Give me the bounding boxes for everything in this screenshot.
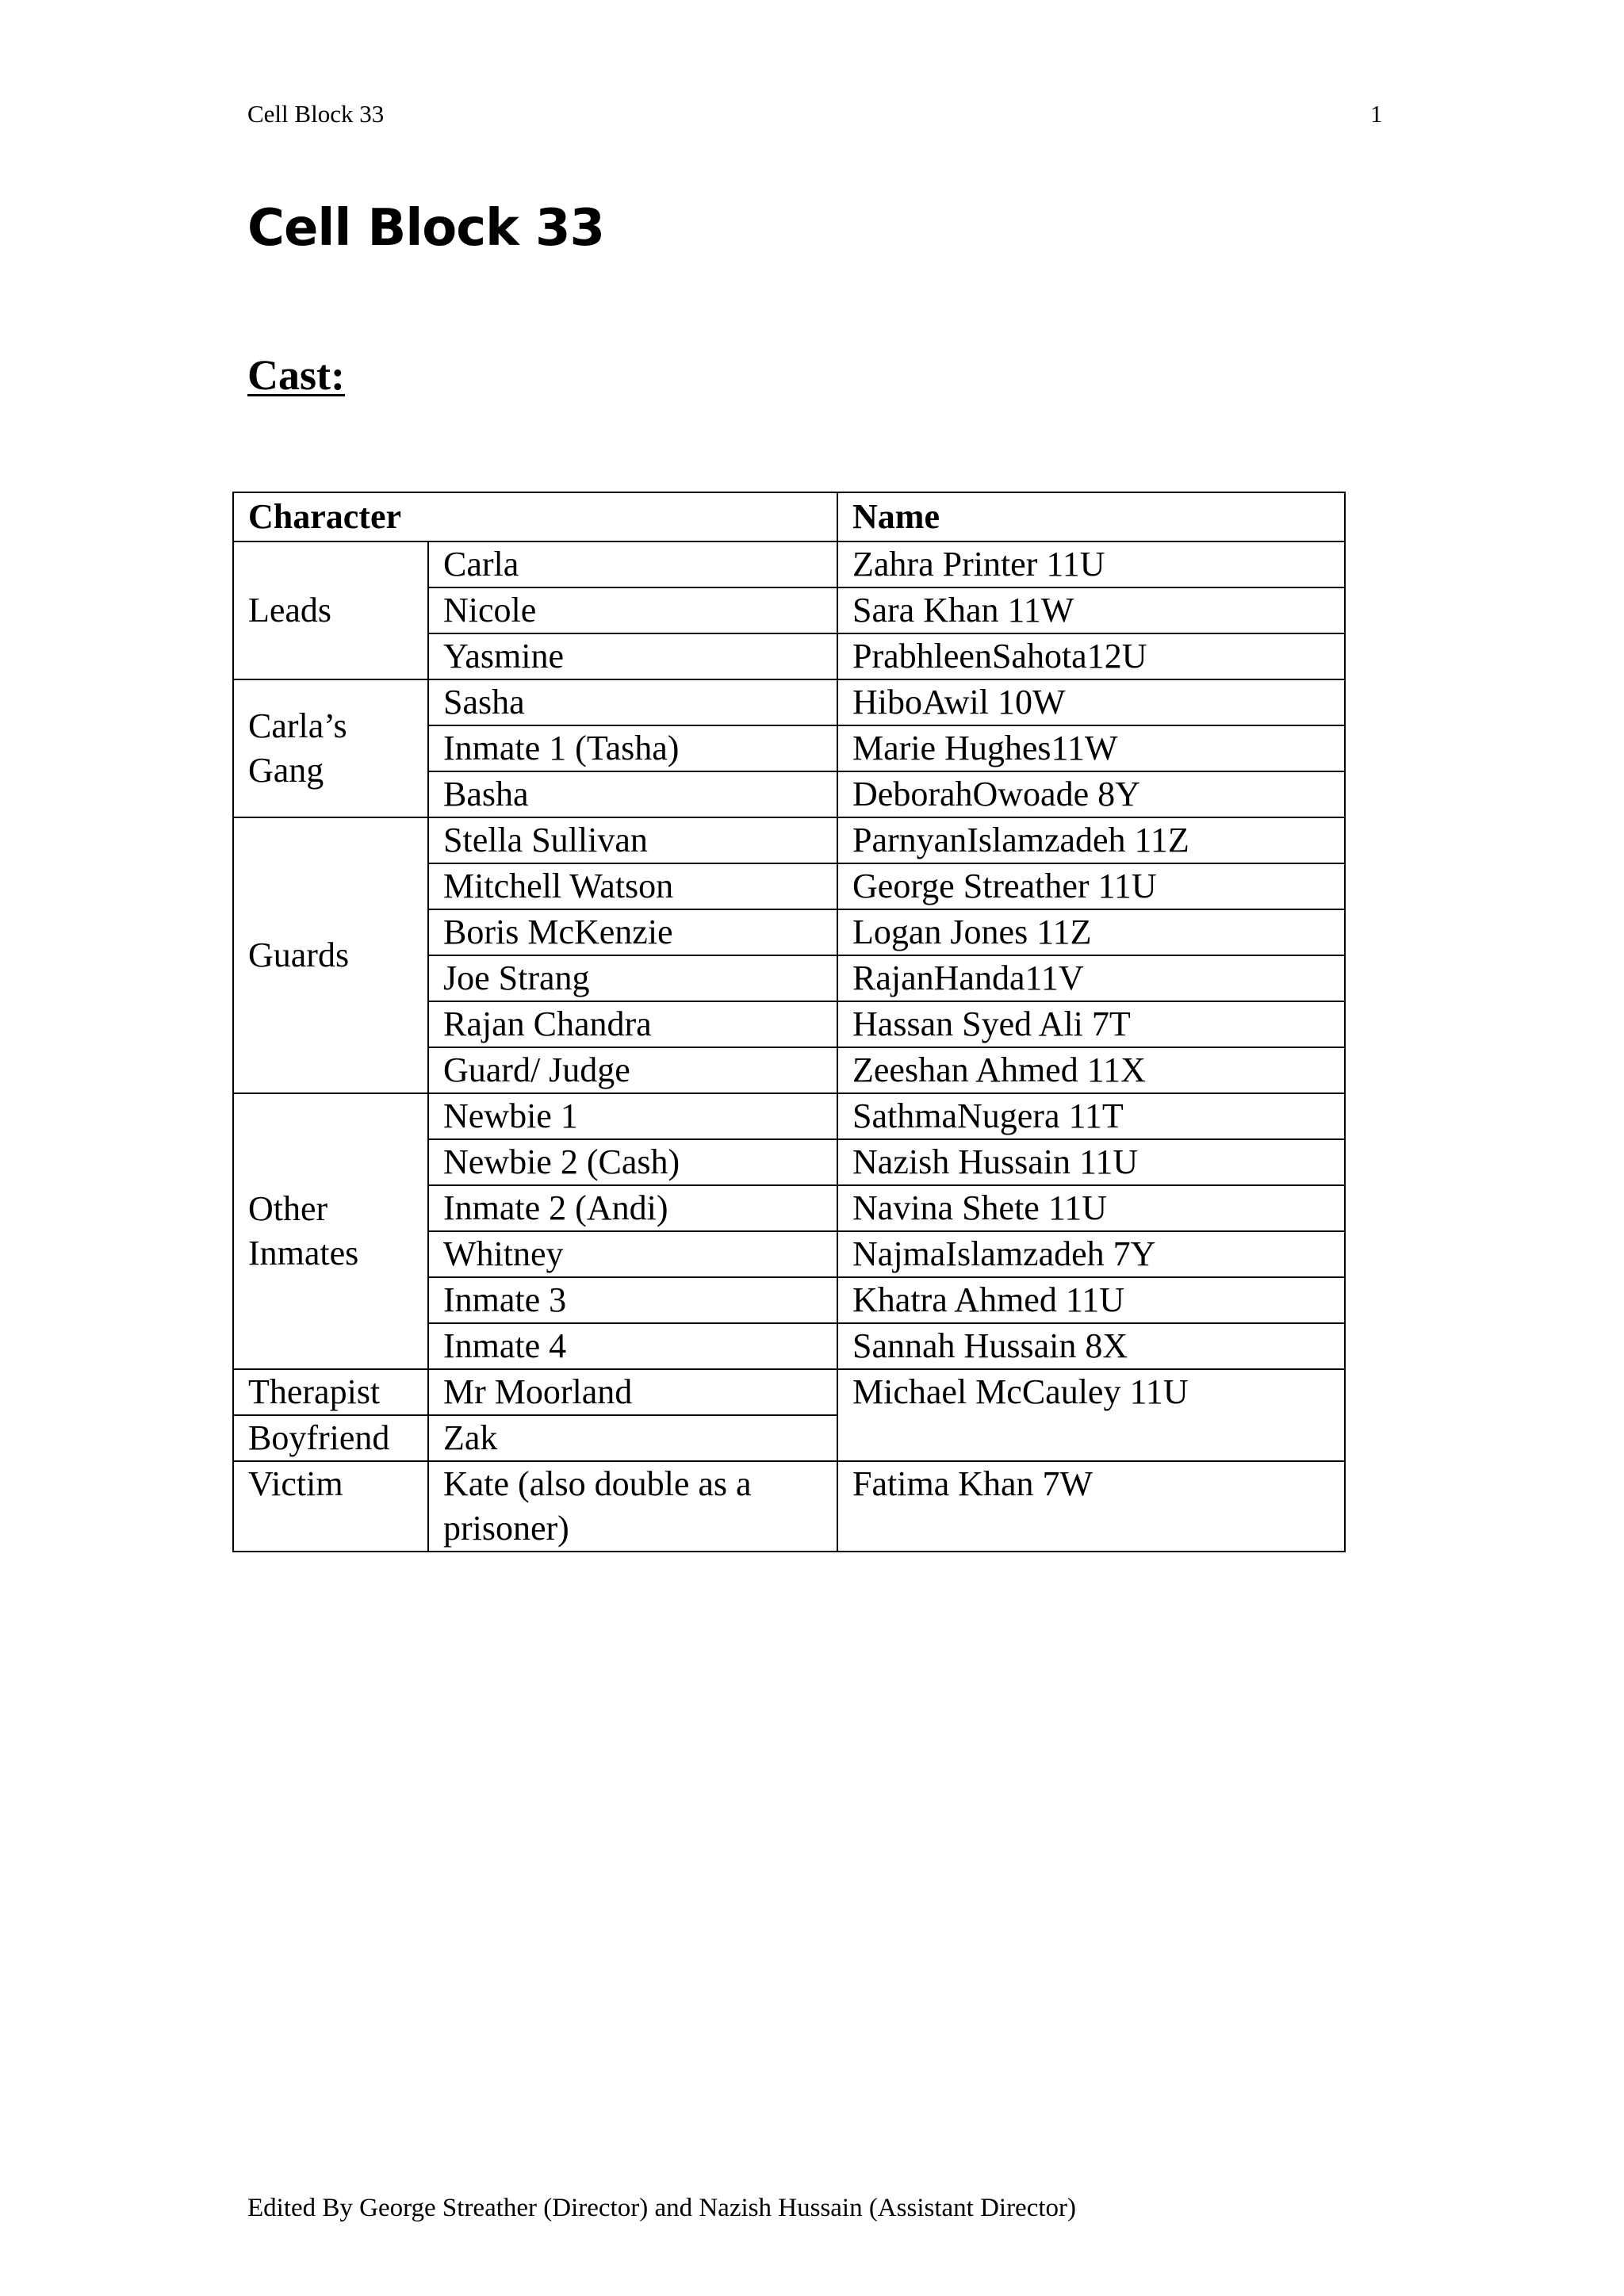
actor-name-cell: Fatima Khan 7W	[837, 1461, 1345, 1552]
character-cell: Guard/ Judge	[428, 1047, 837, 1093]
actor-name-cell: Michael McCauley 11U	[837, 1369, 1345, 1461]
actor-name-cell: Sannah Hussain 8X	[837, 1323, 1345, 1369]
actor-name-cell: Zahra Printer 11U	[837, 541, 1345, 587]
actor-name-cell: Nazish Hussain 11U	[837, 1139, 1345, 1185]
character-cell: Yasmine	[428, 633, 837, 679]
actor-name-cell: Hassan Syed Ali 7T	[837, 1001, 1345, 1047]
group-label-victim: Victim	[233, 1461, 428, 1552]
actor-name-cell: Sara Khan 11W	[837, 587, 1345, 633]
actor-name-cell: Navina Shete 11U	[837, 1185, 1345, 1231]
actor-name-cell: Khatra Ahmed 11U	[837, 1277, 1345, 1323]
table-row	[233, 541, 1345, 587]
character-cell: Sasha	[428, 679, 837, 725]
column-header-name: Name	[837, 492, 1345, 541]
character-cell: Rajan Chandra	[428, 1001, 837, 1047]
cast-table	[232, 492, 1346, 1552]
character-cell: Inmate 1 (Tasha)	[428, 725, 837, 771]
actor-name-cell: Marie Hughes11W	[837, 725, 1345, 771]
actor-name-cell: DeborahOwoade 8Y	[837, 771, 1345, 817]
table-row	[233, 1461, 1345, 1552]
group-label-therapist: Therapist	[233, 1369, 428, 1415]
actor-name-cell: PrabhleenSahota12U	[837, 633, 1345, 679]
character-cell: Newbie 2 (Cash)	[428, 1139, 837, 1185]
actor-name-cell: George Streather 11U	[837, 863, 1345, 909]
actor-name-cell: NajmaIslamzadeh 7Y	[837, 1231, 1345, 1277]
group-label-boyfriend: Boyfriend	[233, 1415, 428, 1461]
character-cell: Whitney	[428, 1231, 837, 1277]
actor-name-cell: ParnyanIslamzadeh 11Z	[837, 817, 1345, 863]
actor-name-cell: Logan Jones 11Z	[837, 909, 1345, 955]
column-header-character: Character	[233, 492, 837, 541]
group-label-guards: Guards	[233, 817, 428, 1093]
page-number: 1	[1370, 100, 1383, 128]
footer-credits: Edited By George Streather (Director) and Nazish Hussain (Assistant Director)	[247, 2194, 1076, 2222]
character-cell: Nicole	[428, 587, 837, 633]
character-cell: Kate (also double as a prisoner)	[428, 1461, 837, 1552]
table-row	[233, 1369, 1345, 1415]
group-label-leads: Leads	[233, 541, 428, 679]
group-label-other-inmates: Other Inmates	[233, 1093, 428, 1369]
actor-name-cell: RajanHanda11V	[837, 955, 1345, 1001]
table-row	[233, 817, 1345, 863]
table-row	[233, 1093, 1345, 1139]
actor-name-cell: SathmaNugera 11T	[837, 1093, 1345, 1139]
character-cell: Boris McKenzie	[428, 909, 837, 955]
character-cell: Basha	[428, 771, 837, 817]
character-cell: Zak	[428, 1415, 837, 1461]
character-cell: Inmate 3	[428, 1277, 837, 1323]
character-cell: Mitchell Watson	[428, 863, 837, 909]
actor-name-cell: HiboAwil 10W	[837, 679, 1345, 725]
character-cell: Mr Moorland	[428, 1369, 837, 1415]
character-cell: Inmate 4	[428, 1323, 837, 1369]
actor-name-cell: Zeeshan Ahmed 11X	[837, 1047, 1345, 1093]
running-header-title: Cell Block 33	[247, 100, 385, 128]
cast-heading: Cast:	[247, 351, 345, 399]
character-cell: Inmate 2 (Andi)	[428, 1185, 837, 1231]
character-cell: Stella Sullivan	[428, 817, 837, 863]
group-label-carlas-gang: Carla’s Gang	[233, 679, 428, 817]
character-cell: Newbie 1	[428, 1093, 837, 1139]
document-title: Cell Block 33	[247, 199, 605, 258]
table-row	[233, 679, 1345, 725]
character-cell: Joe Strang	[428, 955, 837, 1001]
character-cell: Carla	[428, 541, 837, 587]
table-header-row	[233, 492, 1345, 541]
